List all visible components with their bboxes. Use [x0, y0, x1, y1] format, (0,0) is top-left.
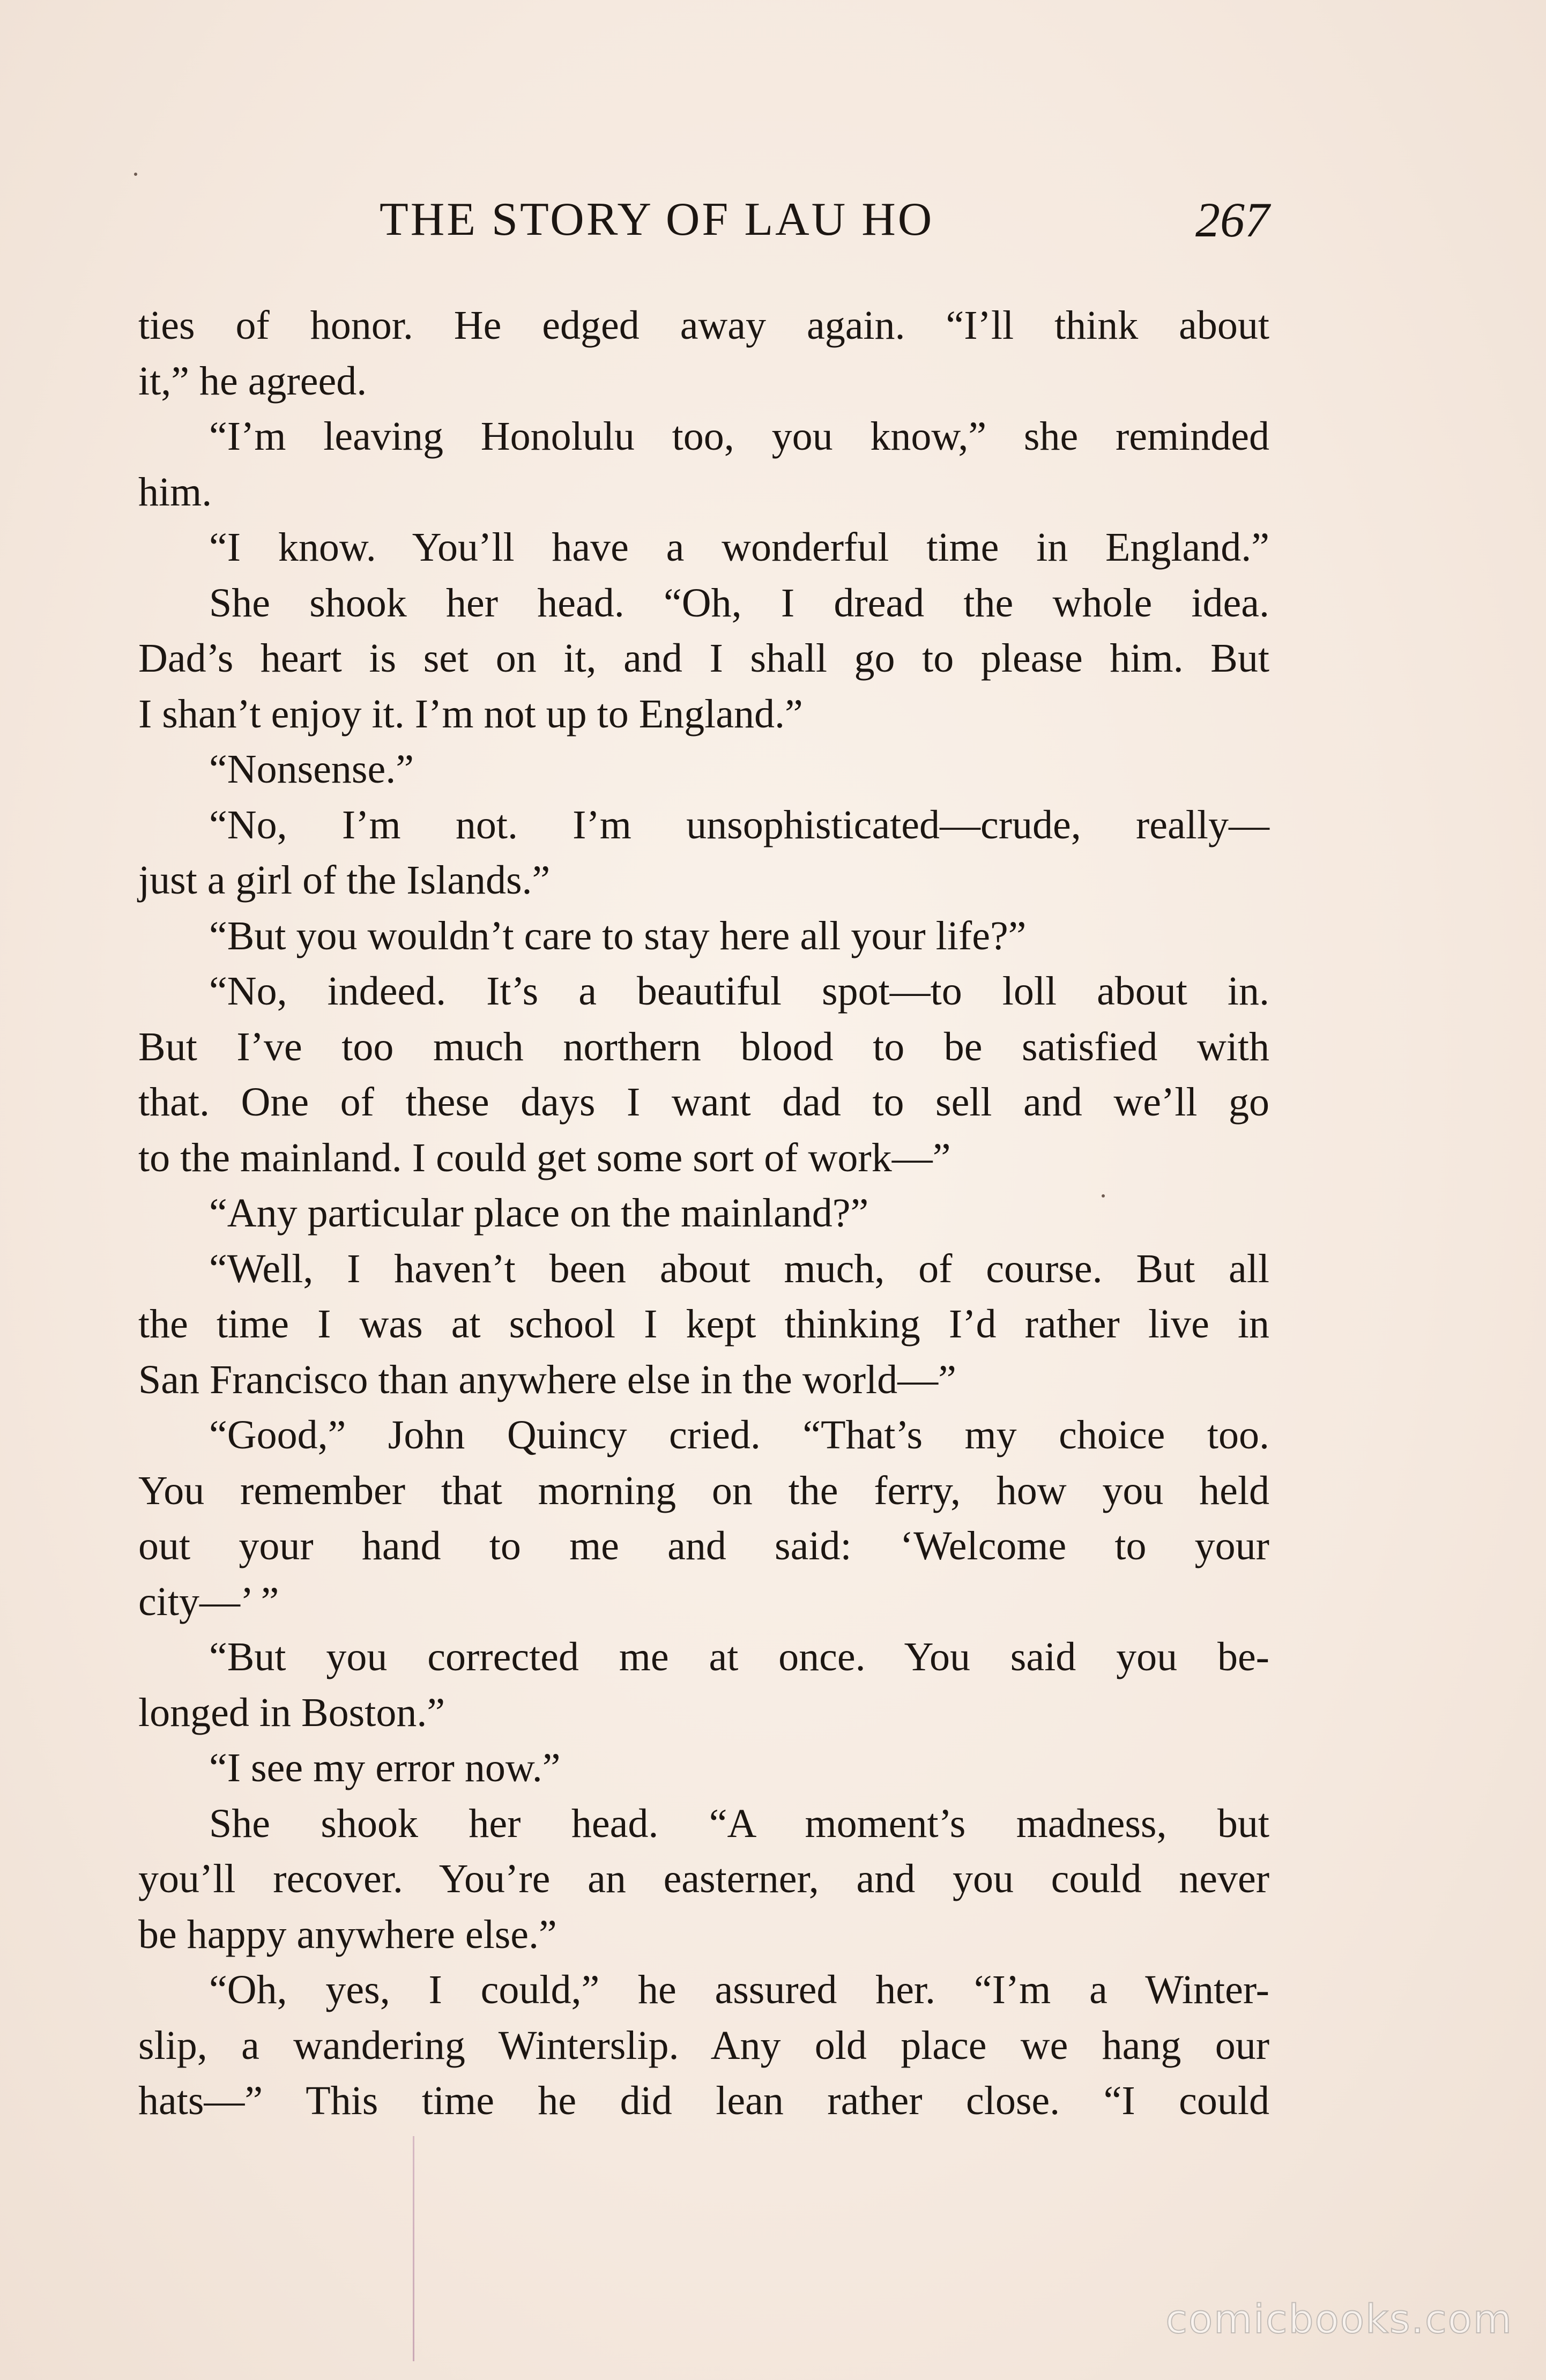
text-line: “I see my error now.”	[209, 1745, 561, 1790]
text-line: “I know. You’ll have a wonderful time in England.”	[209, 525, 1269, 570]
body-text	[138, 298, 1269, 2129]
text-line: you’ll recover. You’re an easterner, and you could never	[138, 1856, 1269, 1901]
paper-speck	[134, 173, 137, 176]
text-line: San Francisco than anywhere else in the world—”	[138, 1357, 956, 1402]
text-line: “No, I’m not. I’m unsophisticated—crude, really—	[209, 802, 1269, 847]
text-line: that. One of these days I want dad to sell and we’ll go	[138, 1080, 1269, 1125]
page-number: 267	[1195, 192, 1269, 247]
text-line: him.	[138, 469, 212, 515]
text-line: “But you wouldn’t care to stay here all your life?”	[209, 913, 1027, 958]
text-line: it,” he agreed.	[138, 358, 367, 404]
page-header	[138, 188, 1269, 252]
watermark-logo: comicbooks.com	[1165, 2296, 1513, 2342]
paper-speck	[1102, 1194, 1105, 1198]
text-line: “Any particular place on the mainland?”	[209, 1191, 869, 1236]
text-line: longed in Boston.”	[138, 1690, 445, 1735]
text-line: “Well, I haven’t been about much, of course. But all	[209, 1246, 1269, 1291]
text-line: Dad’s heart is set on it, and I shall go to please him. But	[138, 636, 1269, 681]
text-line: just a girl of the Islands.”	[138, 858, 551, 903]
text-line: the time I was at school I kept thinking I’d rather live in	[138, 1301, 1269, 1347]
text-line: You remember that morning on the ferry, how you held	[138, 1468, 1269, 1513]
text-line: I shan’t enjoy it. I’m not up to England.”	[138, 691, 803, 737]
text-line: “But you corrected me at once. You said you be-	[209, 1634, 1269, 1679]
text-line: “Nonsense.”	[209, 747, 414, 792]
text-line: city—’ ”	[138, 1579, 279, 1624]
text-line: ties of honor. He edged away again. “I’ll think about	[138, 303, 1269, 348]
text-line: hats—” This time he did lean rather close. “I could	[138, 2078, 1269, 2123]
text-line: out your hand to me and said: ‘Welcome to your	[138, 1523, 1269, 1568]
text-line: But I’ve too much northern blood to be satisfied with	[138, 1024, 1269, 1069]
text-line: slip, a wandering Winterslip. Any old place we hang our	[138, 2022, 1269, 2068]
text-line: to the mainland. I could get some sort of work—”	[138, 1135, 951, 1180]
text-line: be happy anywhere else.”	[138, 1912, 557, 1957]
text-line: “Good,” John Quincy cried. “That’s my choice too.	[209, 1412, 1269, 1457]
text-line: She shook her head. “A moment’s madness, but	[209, 1801, 1269, 1846]
text-line: She shook her head. “Oh, I dread the whole idea.	[209, 580, 1269, 626]
running-head: THE STORY OF LAU HO	[380, 194, 934, 246]
text-line: “No, indeed. It’s a beautiful spot—to loll about in.	[209, 969, 1269, 1014]
pen-mark	[413, 2136, 414, 2361]
text-line: “Oh, yes, I could,” he assured her. “I’m a Winter-	[209, 1967, 1269, 2012]
text-line: “I’m leaving Honolulu too, you know,” she reminded	[209, 414, 1269, 459]
